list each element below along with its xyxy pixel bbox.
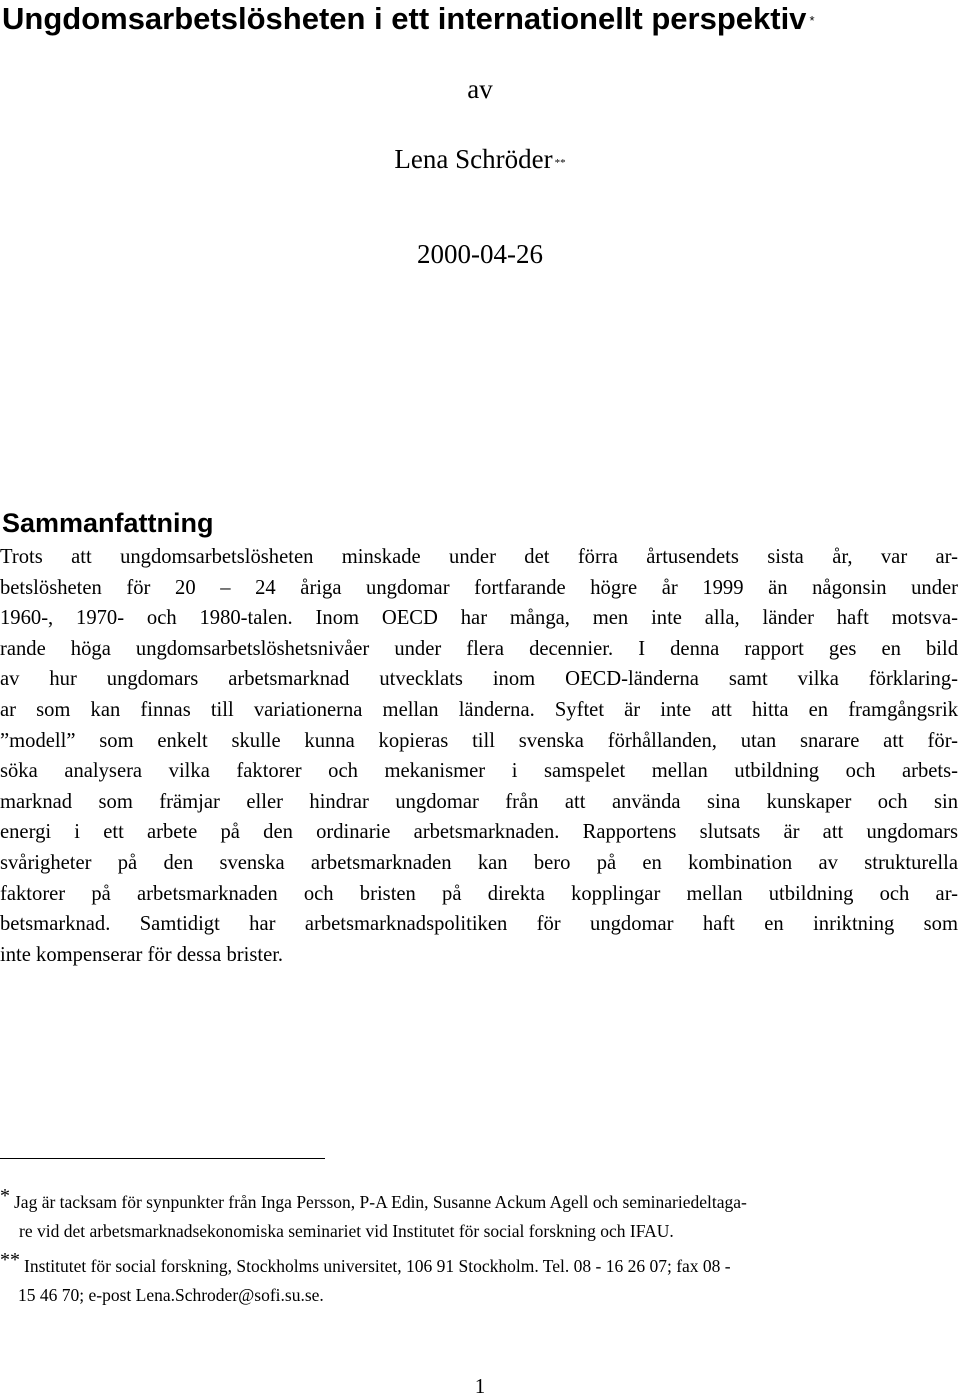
- footnote-1-mark: *: [0, 1185, 10, 1207]
- abstract-line: betslösheten för 20 – 24 åriga ungdomar fortfarande högre år 1999 än någonsin under: [0, 576, 958, 599]
- abstract-line: inte kompenserar för dessa brister.: [0, 943, 284, 966]
- abstract-line: 1960-, 1970- och 1980-talen. Inom OECD har många, men inte alla, länder haft motsva-: [0, 607, 958, 630]
- abstract-line: faktorer på arbetsmarknaden och bristen på direkta kopplingar mellan utbildning och ar-: [0, 882, 958, 905]
- abstract-line: rande höga ungdomsarbetslöshetsnivåer under flera decennier. I denna rapport ges en bild: [0, 637, 958, 660]
- footnote-2-text: Institutet för social forskning, Stockholms universitet, 106 91 Stockholm. Tel. 08 - 16 26 07; fax 08 -: [24, 1256, 731, 1276]
- footnote-1-text: Jag är tacksam för synpunkter från Inga Persson, P-A Edin, Susanne Ackum Agell och seminariedeltaga-: [14, 1192, 747, 1212]
- by-line: av: [467, 74, 493, 104]
- footnote-2-text-cont: 15 46 70; e-post Lena.Schroder@sofi.su.se.: [18, 1285, 324, 1305]
- abstract-line: söka analysera vilka faktorer och mekanismer i samspelet mellan utbildning och arbets-: [0, 760, 958, 783]
- author-footnote-mark: **: [554, 157, 566, 169]
- paper-title: [2, 0, 960, 38]
- abstract-body: [0, 542, 958, 970]
- abstract-line: ”modell” som enkelt skulle kunna kopieras till svenska förhållanden, utan snarare att för-: [0, 729, 958, 752]
- title-footnote-mark: *: [809, 13, 815, 28]
- abstract-line: betsmarknad. Samtidigt har arbetsmarknadspolitiken för ungdomar haft en inriktning som: [0, 913, 958, 936]
- footnotes: [0, 1185, 958, 1310]
- abstract-line: av hur ungdomars arbetsmarknad utvecklats inom OECD-länderna samt vilka förklaring-: [0, 668, 958, 691]
- footnote-1-text-cont: re vid det arbetsmarknadsekonomiska seminariet vid Institutet för social forskning och IFAU.: [19, 1221, 674, 1241]
- abstract-line: energi i ett arbete på den ordinarie arbetsmarknaden. Rapportens slutsats är att ungdomars: [0, 821, 958, 844]
- abstract-line: ar som kan finnas till variationerna mellan länderna. Syftet är inte att hitta en framgångsrik: [0, 698, 958, 721]
- author-name: Lena Schröder: [394, 144, 553, 174]
- section-heading: Sammanfattning: [2, 508, 214, 538]
- footnote-separator: [0, 1158, 325, 1159]
- footnote-2: [0, 1249, 958, 1310]
- abstract-line: svårigheter på den svenska arbetsmarknaden kan bero på en kombination av strukturella: [0, 851, 958, 874]
- page-number: 1: [474, 1374, 486, 1398]
- footnote-2-mark: **: [0, 1249, 20, 1271]
- author-line: [0, 143, 960, 175]
- abstract-line: Trots att ungdomsarbetslösheten minskade under det förra årtusendets sista år, var ar-: [0, 546, 958, 568]
- date-line: 2000-04-26: [417, 239, 543, 269]
- abstract-line: marknad som främjar eller hindrar ungdomar från att använda sina kunskaper och sin: [0, 790, 958, 813]
- footnote-1: [0, 1185, 958, 1246]
- title-text: Ungdomsarbetslösheten i ett internationellt perspektiv: [2, 1, 807, 36]
